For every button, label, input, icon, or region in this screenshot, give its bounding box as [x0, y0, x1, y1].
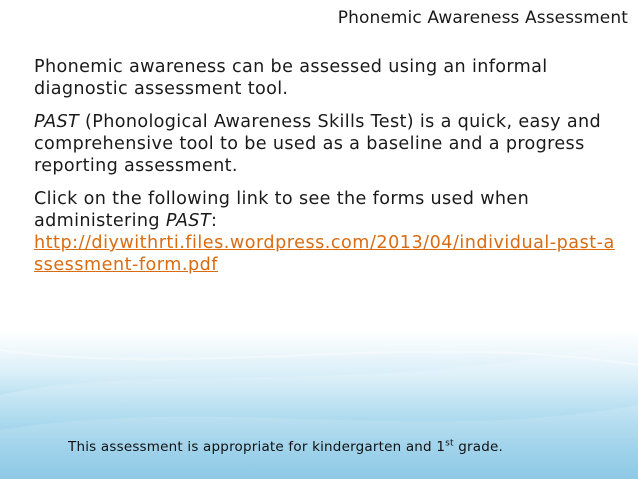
bullet-3-suffix: :: [210, 211, 218, 231]
footnote-superscript: st: [445, 438, 454, 449]
bullet-2-body: (Phonological Awareness Skills Test) is a quick, easy and comprehensive tool to be used as a baseline and a progress reporting assessment.: [34, 112, 602, 176]
past-emphasis: PAST: [34, 112, 80, 132]
bullet-1-text: Phonemic awareness can be assessed using an informal diagnostic assessment tool.: [34, 57, 548, 99]
bullet-1: [34, 56, 624, 100]
bullet-2-text: [34, 111, 624, 177]
past-emphasis-2: PAST: [165, 211, 211, 231]
footnote: [68, 439, 503, 455]
footnote-text: This assessment is appropriate for kindergarten and 1: [68, 439, 446, 455]
bullet-3-body: Click on the following link to see the forms used when administering: [34, 189, 530, 231]
past-form-link[interactable]: http://diywithrti.files.wordpress.com/2013/04/individual-past-assessment-form.pdf: [34, 233, 615, 275]
bullet-3-text: [34, 188, 624, 232]
footnote-suffix: grade.: [453, 439, 503, 455]
bullet-2: [34, 111, 624, 177]
slide-title: Phonemic Awareness Assessment: [337, 8, 628, 28]
slide-content: [34, 56, 624, 287]
bullet-3: [34, 188, 624, 276]
